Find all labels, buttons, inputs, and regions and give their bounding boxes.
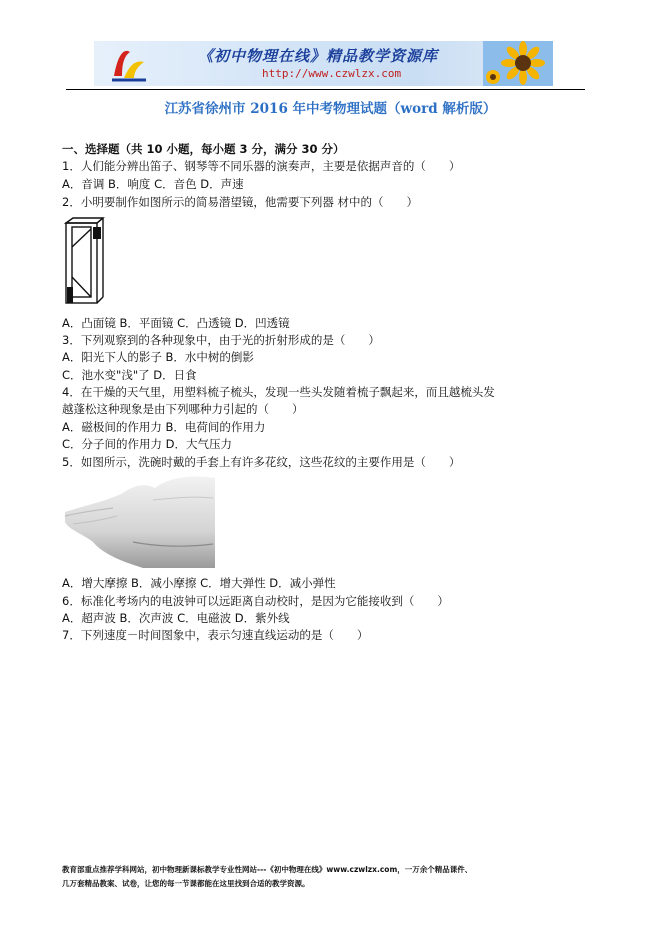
question-7: 7．下列速度－时间图象中，表示匀速直线运动的是（ ） xyxy=(62,628,369,642)
question-1: 1．人们能分辨出笛子、钢琴等不同乐器的演奏声，主要是依据声音的（ ） xyxy=(62,159,461,173)
periscope-figure xyxy=(63,217,105,307)
question-3-options-cd: C．池水变"浅"了 D．日食 xyxy=(62,368,197,382)
site-logo-icon xyxy=(108,46,148,82)
sunflower-icon xyxy=(483,41,553,86)
question-4-line-2: 越蓬松这种现象是由下列哪种力引起的（ ） xyxy=(62,402,304,416)
question-2-options: A．凸面镜 B．平面镜 C．凸透镜 D．凹透镜 xyxy=(62,316,290,330)
question-4-line-1: 4．在干燥的天气里，用塑料梳子梳头，发现一些头发随着梳子飘起来，而且越梳头发 xyxy=(62,385,495,399)
question-1-options: A．音调 B．响度 C．音色 D．声速 xyxy=(62,177,244,191)
section-heading: 一、选择题（共 10 小题，每小题 3 分，满分 30 分） xyxy=(62,142,345,156)
document-title: 江苏省徐州市 2016 年中考物理试题（word 解析版） xyxy=(164,101,497,117)
footer-line-2: 几万套精品教案、试卷，让您的每一节课都能在这里找到合适的教学资源。 xyxy=(62,879,310,888)
question-5-options: A．增大摩擦 B．减小摩擦 C．增大弹性 D．减小弹性 xyxy=(62,576,336,590)
banner-url[interactable]: http://www.czwlzx.com xyxy=(262,67,402,80)
question-6: 6．标准化考场内的电波钟可以远距离自动校时，是因为它能接收到（ ） xyxy=(62,594,449,608)
question-4-options-cd: C．分子间的作用力 D．大气压力 xyxy=(62,437,233,451)
question-5: 5．如图所示，洗碗时戴的手套上有许多花纹，这些花纹的主要作用是（ ） xyxy=(62,455,461,469)
question-3: 3．下列观察到的各种现象中，由于光的折射形成的是（ ） xyxy=(62,333,380,347)
banner-title: 《初中物理在线》精品教学资源库 xyxy=(198,47,439,65)
question-2: 2．小明要制作如图所示的简易潜望镜，他需要下列器 材中的（ ） xyxy=(62,195,418,209)
footer-line-1: 教育部重点推荐学科网站，初中物理新课标教学专业性网站---《初中物理在线》www.czwlzx.com，一万余个精品课件、 xyxy=(62,865,473,874)
header-banner xyxy=(94,41,553,86)
question-3-options-ab: A．阳光下人的影子 B．水中树的倒影 xyxy=(62,350,254,364)
header-rule xyxy=(66,89,585,90)
glove-figure xyxy=(63,472,218,568)
question-4-options-ab: A．磁极间的作用力 B．电荷间的作用力 xyxy=(62,420,266,434)
question-6-options: A．超声波 B．次声波 C．电磁波 D．紫外线 xyxy=(62,611,290,625)
